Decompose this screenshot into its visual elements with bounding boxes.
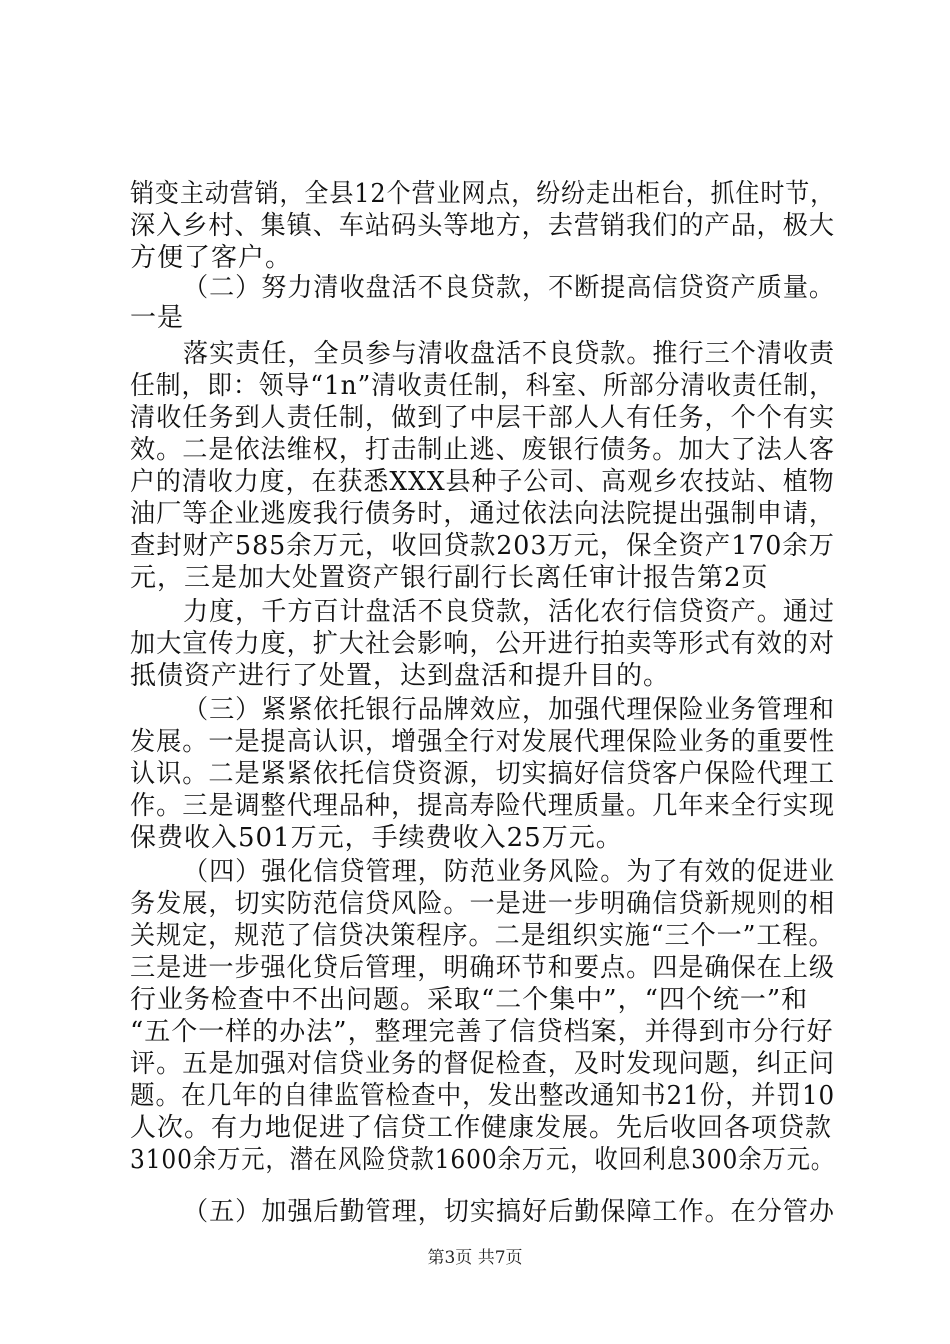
paragraph-line: 方便了客户。: [130, 243, 293, 273]
paragraph-line: 效。二是依法维权，打击制止逃、废银行债务。加大了法人客: [130, 435, 836, 465]
paragraph-line: 油厂等企业逃废我行债务时，通过依法向法院提出强制申请，: [130, 499, 836, 529]
section-heading-3: （三）紧紧依托银行品牌效应，加强代理保险业务管理和: [183, 695, 835, 725]
paragraph-line: 查封财产585余万元，收回贷款203万元，保全资产170余万: [130, 531, 835, 561]
paragraph-line: 认识。二是紧紧依托信贷资源，切实搞好信贷客户保险代理工: [130, 759, 836, 789]
paragraph-line: 力度，千方百计盘活不良贷款，活化农行信贷资产。通过: [183, 597, 835, 627]
paragraph-line: 评。五是加强对信贷业务的督促检查，及时发现问题，纠正问: [130, 1049, 836, 1079]
paragraph-line: 3100余万元，潜在风险贷款1600余万元，收回利息300余万元。: [130, 1145, 835, 1175]
paragraph-line: 一是: [130, 303, 185, 333]
paragraph-line: 户的清收力度，在获悉XXX县种子公司、高观乡农技站、植物: [130, 467, 835, 497]
paragraph-line: 加大宣传力度，扩大社会影响，公开进行拍卖等形式有效的对: [130, 629, 836, 659]
paragraph-line: 关规定，规范了信贷决策程序。二是组织实施“三个一”工程。: [130, 921, 835, 951]
section-heading-2: （二）努力清收盘活不良贷款，不断提高信贷资产质量。: [183, 273, 835, 303]
paragraph-line: 行业务检查中不出问题。采取“二个集中”，“四个统一”和: [130, 985, 809, 1015]
paragraph-line: “五个一样的办法”，整理完善了信贷档案，并得到市分行好: [130, 1017, 834, 1047]
paragraph-line: 销变主动营销，全县12个营业网点，纷纷走出柜台，抓住时节，: [130, 179, 836, 209]
section-heading-5: （五）加强后勤管理，切实搞好后勤保障工作。在分管办: [183, 1197, 835, 1227]
paragraph-line: 抵债资产进行了处置，达到盘活和提升目的。: [130, 661, 671, 691]
paragraph-line: 清收任务到人责任制，做到了中层干部人人有任务，个个有实: [130, 403, 836, 433]
section-heading-4: （四）强化信贷管理，防范业务风险。为了有效的促进业: [183, 857, 835, 887]
paragraph-line: 务发展，切实防范信贷风险。一是进一步明确信贷新规则的相: [130, 889, 836, 919]
paragraph-line: 保费收入501万元，手续费收入25万元。: [130, 823, 623, 853]
paragraph-line: 元，三是加大处置资产银行副行长离任审计报告第2页: [130, 563, 769, 593]
paragraph-line: 作。三是调整代理品种，提高寿险代理质量。几年来全行实现: [130, 791, 836, 821]
paragraph-line: 落实责任，全员参与清收盘活不良贷款。推行三个清收责: [183, 339, 835, 369]
paragraph-line: 发展。一是提高认识，增强全行对发展代理保险业务的重要性: [130, 727, 836, 757]
paragraph-line: 三是进一步强化贷后管理，明确环节和要点。四是确保在上级: [130, 953, 836, 983]
page-footer: 第3页 共7页: [427, 1248, 523, 1268]
paragraph-line: 深入乡村、集镇、车站码头等地方，去营销我们的产品，极大: [130, 211, 836, 241]
paragraph-line: 人次。有力地促进了信贷工作健康发展。先后收回各项贷款: [130, 1113, 833, 1143]
paragraph-line: 任制，即：领导“1n”清收责任制，科室、所部分清收责任制，: [130, 371, 835, 401]
paragraph-line: 题。在几年的自律监管检查中，发出整改通知书21份，并罚10: [130, 1081, 836, 1111]
